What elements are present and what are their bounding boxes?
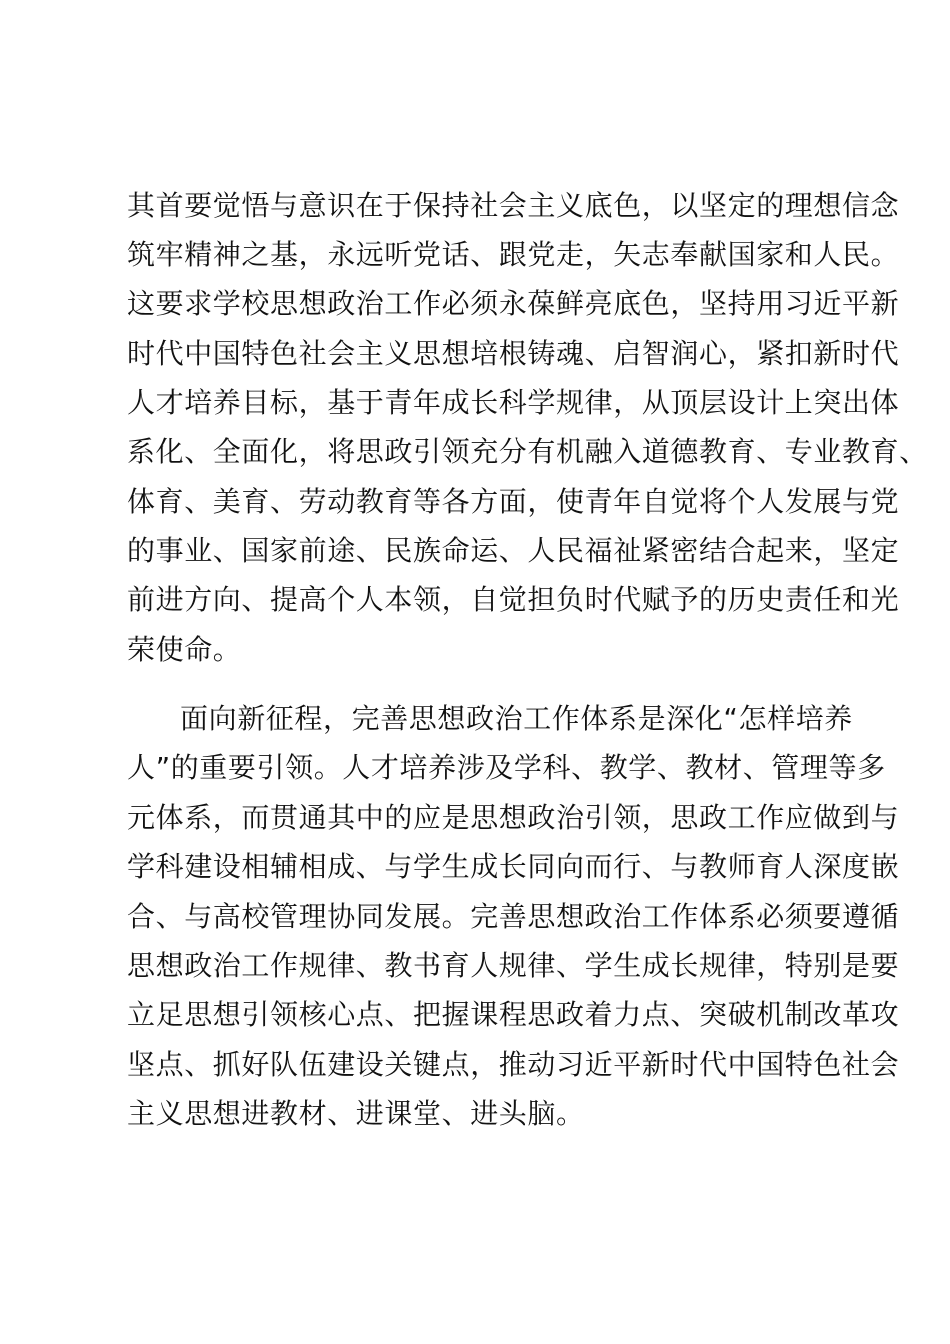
text-line: 前进方向、提高个人本领，自觉担负时代赋予的历史责任和光 bbox=[127, 583, 900, 616]
text-line: 元体系，而贯通其中的应是思想政治引领，思政工作应做到与 bbox=[127, 801, 900, 834]
text-line: 筑牢精神之基，永远听党话、跟党走，矢志奉献国家和人民。 bbox=[127, 238, 900, 271]
text-line: 的事业、国家前途、民族命运、人民福祉紧密结合起来，坚定 bbox=[127, 534, 900, 567]
text-line: 学科建设相辅相成、与学生成长同向而行、与教师育人深度嵌 bbox=[127, 850, 900, 883]
text-line: 这要求学校思想政治工作必须永葆鲜亮底色，坚持用习近平新 bbox=[127, 287, 900, 320]
text-line: 体育、美育、劳动教育等各方面，使青年自觉将个人发展与党 bbox=[127, 485, 900, 518]
text-line: 立足思想引领核心点、把握课程思政着力点、突破机制改革攻 bbox=[127, 998, 900, 1031]
text-line: 思想政治工作规律、教书育人规律、学生成长规律，特别是要 bbox=[127, 949, 900, 982]
text-line: 坚点、抓好队伍建设关键点，推动习近平新时代中国特色社会 bbox=[127, 1048, 900, 1081]
text-line: 合、与高校管理协同发展。完善思想政治工作体系必须要遵循 bbox=[127, 900, 900, 933]
text-line: 人才培养目标，基于青年成长科学规律，从顶层设计上突出体 bbox=[127, 386, 900, 419]
text-line: 荣使命。 bbox=[127, 633, 242, 666]
text-line: 面向新征程，完善思想政治工作体系是深化“怎样培养 bbox=[180, 702, 853, 735]
text-line: 人”的重要引领。人才培养涉及学科、教学、教材、管理等多 bbox=[127, 751, 886, 784]
text-line: 时代中国特色社会主义思想培根铸魂、启智润心，紧扣新时代 bbox=[127, 337, 900, 370]
text-line: 系化、全面化，将思政引领充分有机融入道德教育、专业教育、 bbox=[127, 435, 928, 468]
text-line: 主义思想进教材、进课堂、进头脑。 bbox=[127, 1097, 585, 1130]
text-line: 其首要觉悟与意识在于保持社会主义底色，以坚定的理想信念 bbox=[127, 189, 900, 222]
